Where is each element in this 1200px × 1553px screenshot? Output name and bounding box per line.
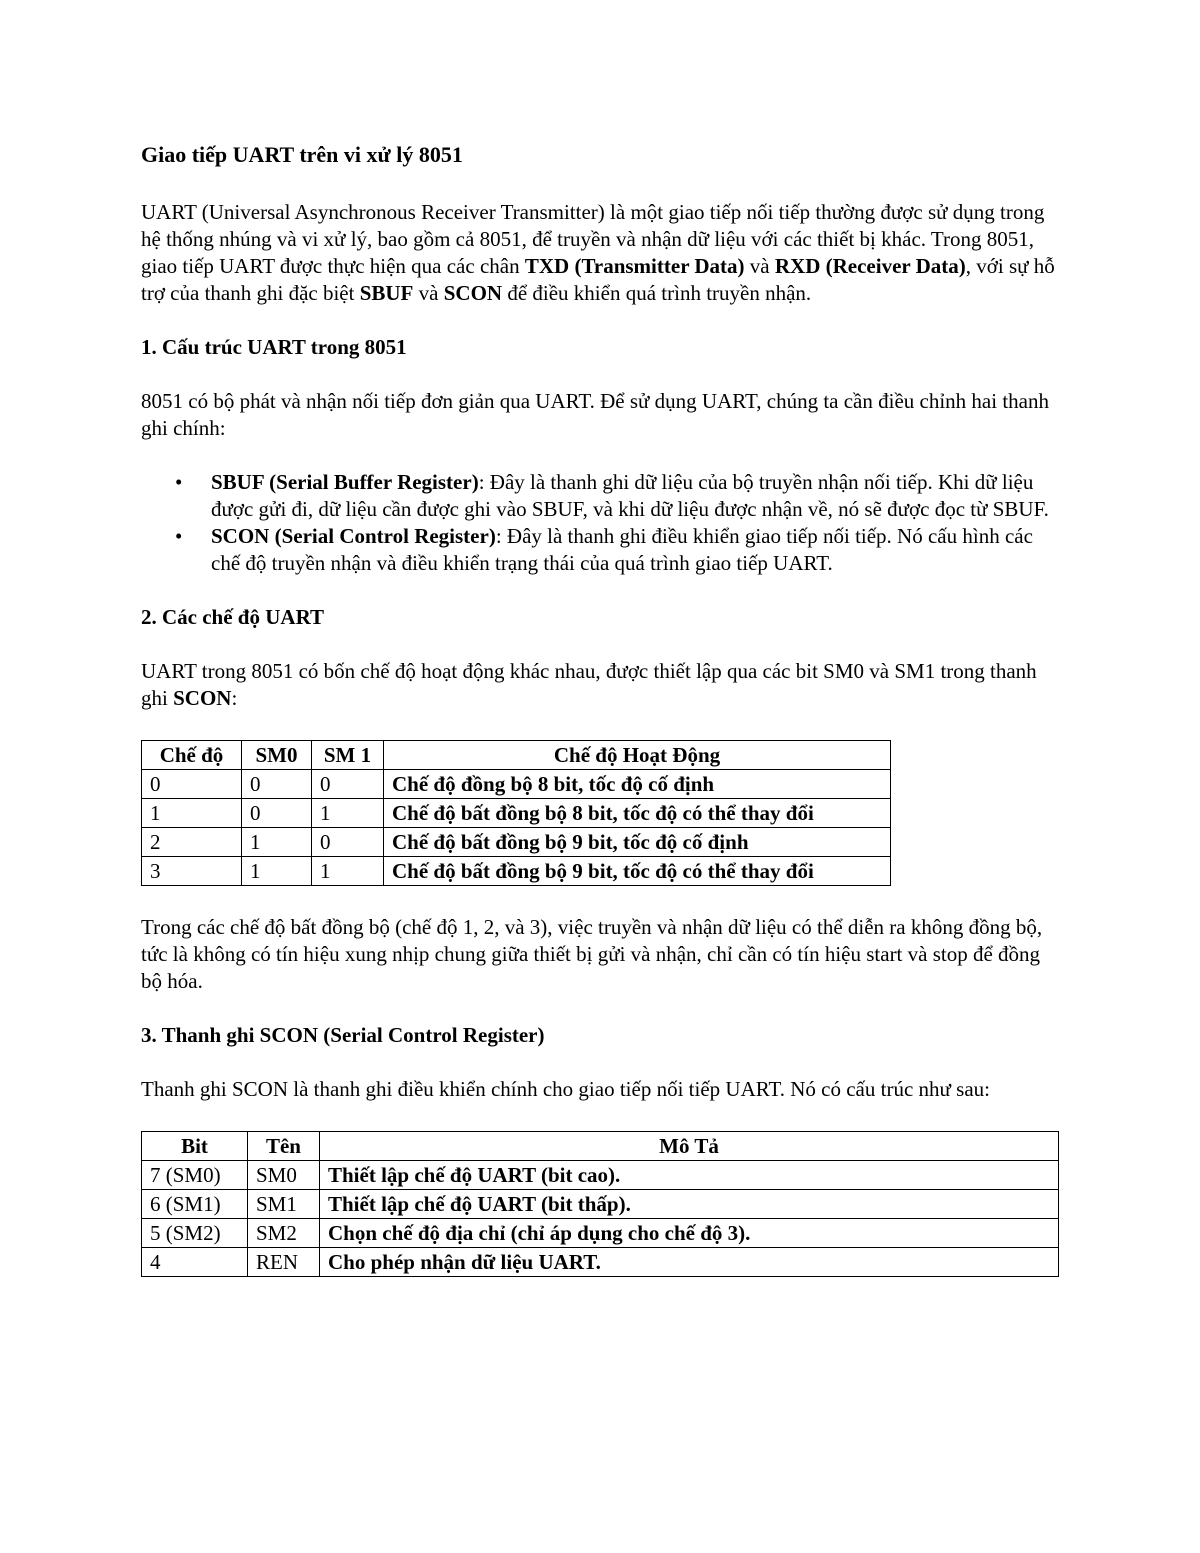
- intro-text-3: , với sự hỗ trợ của thanh ghi đặc biệt: [141, 254, 1055, 305]
- cell-operation: Chế độ bất đồng bộ 9 bit, tốc độ cố định: [384, 828, 891, 857]
- cell-bit: 6 (SM1): [142, 1190, 248, 1219]
- table-row: [142, 857, 891, 886]
- header-operation: Chế độ Hoạt Động: [384, 741, 891, 770]
- section1-heading: 1. Cấu trúc UART trong 8051: [141, 335, 407, 359]
- section2-scon: SCON: [173, 686, 232, 710]
- table-row: [142, 1219, 1059, 1248]
- table-header-row: [142, 741, 891, 770]
- cell-bit: 4: [142, 1248, 248, 1277]
- intro-paragraph: [141, 199, 1061, 307]
- table-row: [142, 828, 891, 857]
- table-row: [142, 1248, 1059, 1277]
- scon-register-table: [141, 1131, 1059, 1277]
- bullet-icon: •: [175, 524, 183, 548]
- document-page: [141, 140, 1061, 1277]
- bullet-sbuf-title: SBUF (Serial Buffer Register): [211, 470, 479, 494]
- cell-name: SM2: [248, 1219, 320, 1248]
- cell-sm1: 1: [312, 799, 384, 828]
- register-bullet-list: [141, 469, 1061, 577]
- cell-operation: Chế độ đồng bộ 8 bit, tốc độ cố định: [384, 770, 891, 799]
- section2-text: [141, 658, 1061, 712]
- section2-after-text: Trong các chế độ bất đồng bộ (chế độ 1, 2, và 3), việc truyền và nhận dữ liệu có thể diễn ra không đồng bộ, tức là không có tín hiệu xung nhịp chung giữa thiết bị gửi và nhận, chỉ cần có tín hiệu start và stop để đồng bộ hóa.: [141, 915, 1043, 993]
- cell-name: SM1: [248, 1190, 320, 1219]
- cell-operation: Chế độ bất đồng bộ 8 bit, tốc độ có thể thay đổi: [384, 799, 891, 828]
- intro-sbuf: SBUF: [359, 281, 414, 305]
- header-mode: Chế độ: [142, 741, 242, 770]
- uart-modes-table: [141, 740, 891, 886]
- cell-mode: 2: [142, 828, 242, 857]
- table-header-row: [142, 1132, 1059, 1161]
- intro-rxd: RXD (Receiver Data): [774, 254, 966, 278]
- header-sm1: SM 1: [312, 741, 384, 770]
- header-sm0: SM0: [242, 741, 312, 770]
- bullet-item-scon: [141, 523, 1061, 577]
- section3-heading: 3. Thanh ghi SCON (Serial Control Register): [141, 1023, 545, 1047]
- table-row: [142, 770, 891, 799]
- header-bit: Bit: [142, 1132, 248, 1161]
- table-row: [142, 799, 891, 828]
- table-row: [142, 1161, 1059, 1190]
- section2-text-a: UART trong 8051 có bốn chế độ hoạt động khác nhau, được thiết lập qua các bit SM0 và SM1 trong thanh ghi: [141, 659, 1037, 710]
- cell-sm1: 0: [312, 770, 384, 799]
- cell-bit: 5 (SM2): [142, 1219, 248, 1248]
- cell-sm0: 0: [242, 770, 312, 799]
- intro-text-2: và: [744, 254, 775, 278]
- cell-mode: 0: [142, 770, 242, 799]
- bullet-scon-text: : Đây là thanh ghi điều khiển giao tiếp nối tiếp. Nó cấu hình các chế độ truyền nhận và điều khiển trạng thái của quá trình giao tiếp UART.: [211, 524, 1033, 575]
- intro-scon: SCON: [443, 281, 503, 305]
- header-name: Tên: [248, 1132, 320, 1161]
- cell-bit: 7 (SM0): [142, 1161, 248, 1190]
- intro-text-1: UART (Universal Asynchronous Receiver Transmitter) là một giao tiếp nối tiếp thường được sử dụng trong hệ thống nhúng và vi xử lý, bao gồm cả 8051, để truyền và nhận dữ liệu với các thiết bị khác. Trong 8051, giao tiếp UART được thực hiện qua các chân: [141, 200, 1045, 278]
- document-title: Giao tiếp UART trên vi xử lý 8051: [141, 142, 463, 167]
- cell-mode: 3: [142, 857, 242, 886]
- intro-text-4: và: [413, 281, 444, 305]
- bullet-item-sbuf: [141, 469, 1061, 523]
- cell-sm0: 0: [242, 799, 312, 828]
- cell-sm1: 0: [312, 828, 384, 857]
- cell-operation: Chế độ bất đồng bộ 9 bit, tốc độ có thể thay đổi: [384, 857, 891, 886]
- section3-text: Thanh ghi SCON là thanh ghi điều khiển chính cho giao tiếp nối tiếp UART. Nó có cấu trúc như sau:: [141, 1077, 990, 1101]
- header-description: Mô Tả: [320, 1132, 1059, 1161]
- bullet-scon-title: SCON (Serial Control Register): [211, 524, 496, 548]
- cell-description: Thiết lập chế độ UART (bit thấp).: [320, 1190, 1059, 1219]
- cell-description: Cho phép nhận dữ liệu UART.: [320, 1248, 1059, 1277]
- cell-sm0: 1: [242, 828, 312, 857]
- bullet-sbuf-text: : Đây là thanh ghi dữ liệu của bộ truyền nhận nối tiếp. Khi dữ liệu được gửi đi, dữ liệu cần được ghi vào SBUF, và khi dữ liệu được nhận về, nó sẽ được đọc từ SBUF.: [211, 470, 1049, 521]
- section1-text: 8051 có bộ phát và nhận nối tiếp đơn giản qua UART. Để sử dụng UART, chúng ta cần điều chỉnh hai thanh ghi chính:: [141, 389, 1049, 440]
- cell-mode: 1: [142, 799, 242, 828]
- cell-description: Thiết lập chế độ UART (bit cao).: [320, 1161, 1059, 1190]
- cell-name: SM0: [248, 1161, 320, 1190]
- cell-sm1: 1: [312, 857, 384, 886]
- intro-txd: TXD (Transmitter Data): [524, 254, 745, 278]
- bullet-icon: •: [175, 470, 183, 494]
- table-row: [142, 1190, 1059, 1219]
- cell-description: Chọn chế độ địa chỉ (chỉ áp dụng cho chế độ 3).: [320, 1219, 1059, 1248]
- intro-text-5: để điều khiển quá trình truyền nhận.: [502, 281, 812, 305]
- section2-text-c: :: [231, 686, 238, 710]
- section2-heading: 2. Các chế độ UART: [141, 605, 325, 629]
- cell-name: REN: [248, 1248, 320, 1277]
- cell-sm0: 1: [242, 857, 312, 886]
